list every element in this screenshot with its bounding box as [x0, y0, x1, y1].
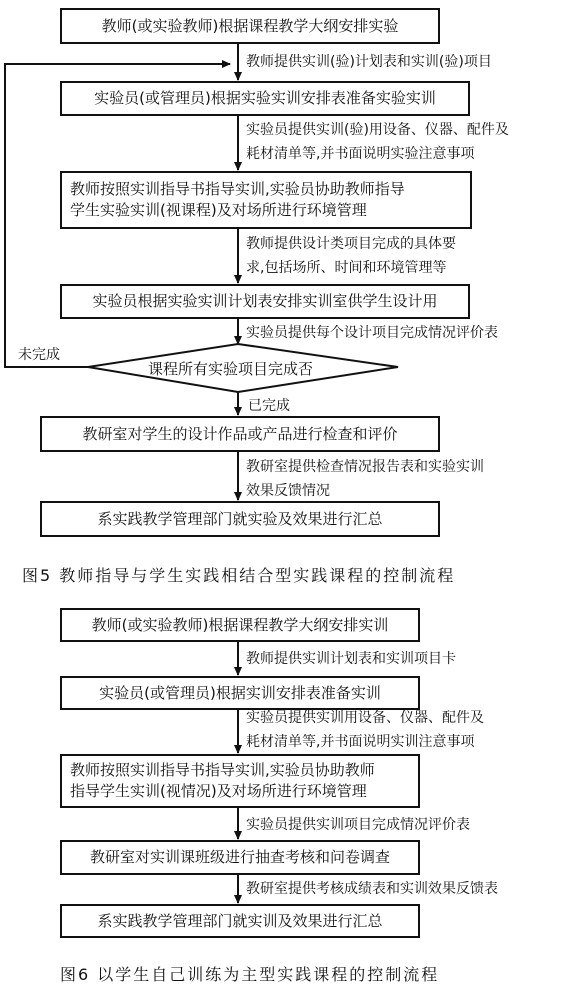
f5-step-4: 实验员根据实验实训计划表安排实训室供学生设计用 — [60, 284, 470, 319]
f5-note-3: 教师提供设计类项目完成的具体要 求,包括场所、时间和环境管理等 — [246, 236, 456, 276]
f5-step-5: 教研室对学生的设计作品或产品进行检查和评价 — [40, 416, 440, 452]
f6-step-2: 实验员(或管理员)根据实训安排表准备实训 — [60, 676, 420, 710]
f6-note-1: 教师提供实训计划表和实训项目卡 — [246, 651, 456, 667]
f6-caption: 图6 以学生自己训练为主型实践课程的控制流程 — [60, 965, 440, 984]
f6-note-3: 实验员提供实训项目完成情况评价表 — [246, 817, 470, 833]
label-complete: 已完成 — [248, 398, 290, 414]
decision-text: 课程所有实验项目完成否 — [148, 360, 314, 378]
f5-note-1: 教师提供实训(验)计划表和实训(验)项目 — [246, 54, 492, 70]
f6-note-4: 教研室提供考核成绩表和实训效果反馈表 — [246, 881, 498, 897]
f6-step-4: 教研室对实训课班级进行抽查考核和问卷调查 — [60, 840, 420, 875]
f5-note-4: 实验员提供每个设计项目完成情况评价表 — [246, 325, 498, 341]
f6-note-2: 实验员提供实训用设备、仪器、配件及 耗材清单等,并书面说明实训注意事项 — [246, 710, 484, 750]
f5-note-2: 实验员提供实训(验)用设备、仪器、配件及 耗材清单等,并书面说明实验注意事项 — [246, 122, 509, 162]
f6-step-1: 教师(或实验教师)根据课程教学大纲安排实训 — [60, 608, 420, 642]
f5-step-1: 教师(或实验教师)根据课程教学大纲安排实验 — [60, 8, 440, 44]
f5-step-2: 实验员(或管理员)根据实验实训安排表准备实验实训 — [60, 81, 470, 116]
label-incomplete: 未完成 — [18, 347, 60, 363]
f6-step-5: 系实践教学管理部门就实训及效果进行汇总 — [60, 904, 420, 938]
f5-caption: 图5 教师指导与学生实践相结合型实践课程的控制流程 — [22, 566, 456, 585]
f5-step-3: 教师按照实训指导书指导实训,实验员协助教师指导 学生实验实训(视课程)及对场所进行环境管理 — [60, 171, 472, 229]
f6-step-3: 教师按照实训指导书指导实训,实验员协助教师 指导学生实训(视情况)及对场所进行环境管理 — [60, 754, 420, 808]
f5-note-5: 教研室提供检查情况报告表和实验实训 效果反馈情况 — [246, 459, 484, 499]
f5-step-6: 系实践教学管理部门就实验及效果进行汇总 — [40, 501, 440, 537]
